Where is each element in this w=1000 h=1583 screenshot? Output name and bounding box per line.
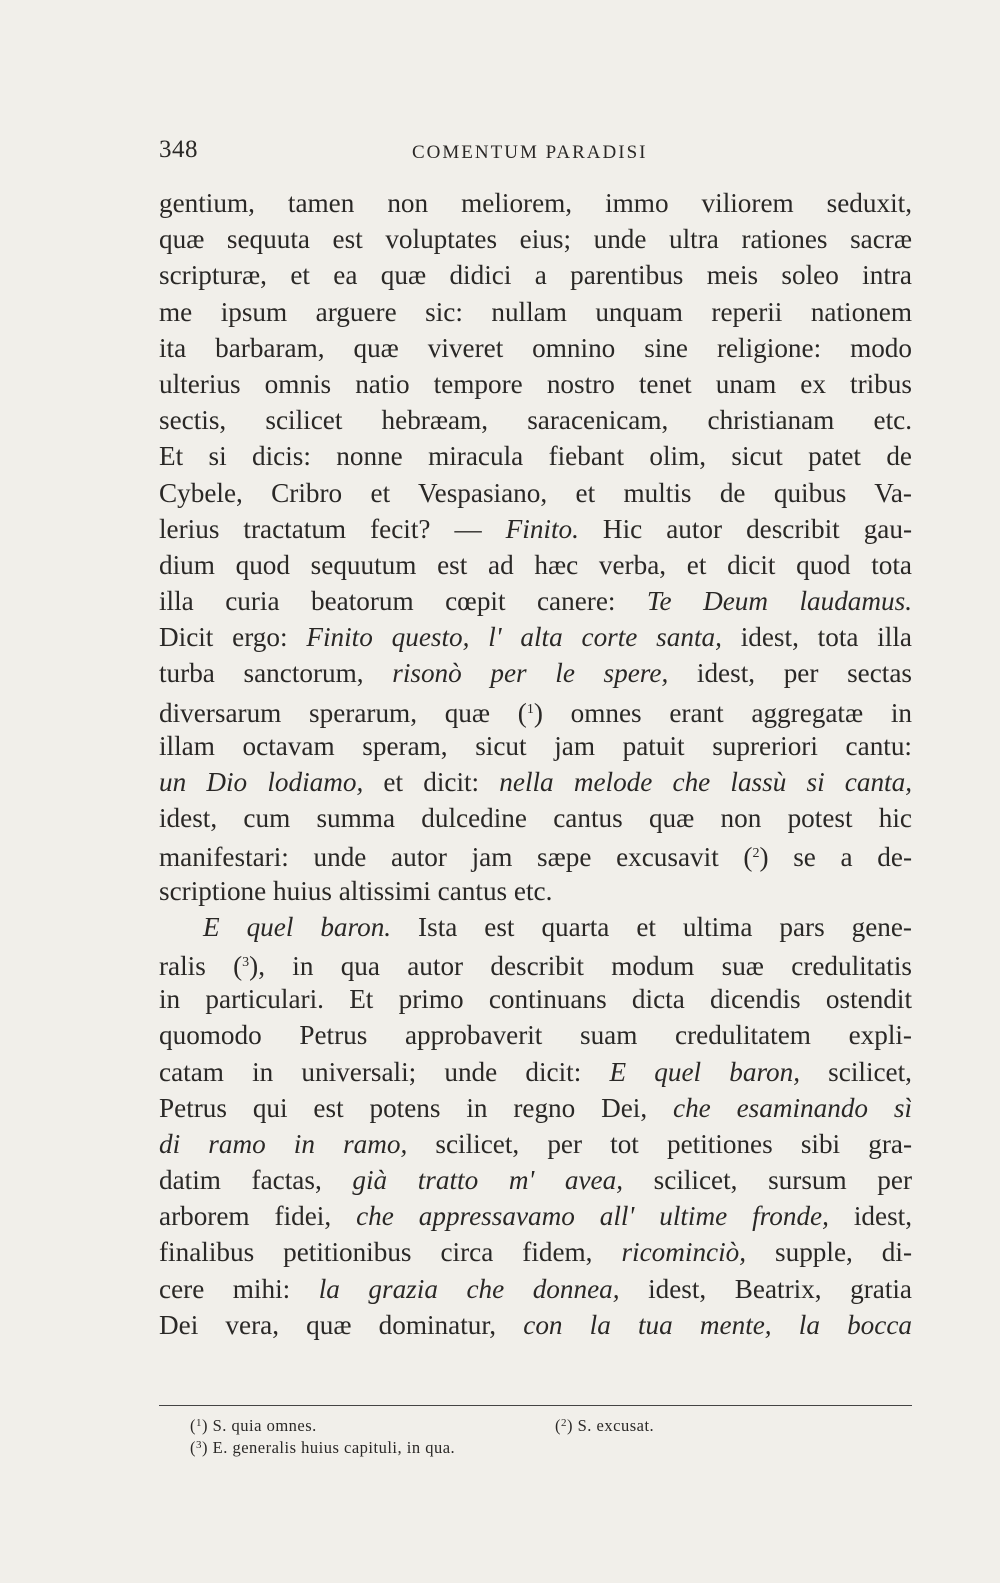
text-run: ralis ( xyxy=(159,950,243,981)
italic-text-run: Finito. xyxy=(505,513,579,544)
text-line xyxy=(159,1090,912,1126)
text-line xyxy=(159,185,912,221)
text-line xyxy=(159,764,912,800)
text-run: scriptione huius altissimi cantus etc. xyxy=(159,875,553,906)
footnote-ref: 2 xyxy=(752,846,760,862)
text-run: idest, per sectas xyxy=(668,658,912,689)
text-run: manifestari: unde autor jam sæpe excusavit ( xyxy=(159,842,753,873)
text-run: dium quod sequutum est ad hæc verba, et dicit quod tota xyxy=(159,549,912,580)
text-run: quomodo Petrus approbaverit suam credulitatem expli- xyxy=(159,1020,912,1051)
text-run: S. quia omnes. xyxy=(212,1416,317,1435)
text-run: ita barbaram, quæ viveret omnino sine religione: modo xyxy=(159,332,912,363)
text-line xyxy=(159,945,912,981)
text-line xyxy=(159,981,912,1017)
text-run: lerius tractatum fecit? — xyxy=(159,513,506,544)
italic-text-run: nella melode che lassù si canta, xyxy=(499,767,912,797)
text-line xyxy=(159,402,912,438)
footnotes xyxy=(190,1412,890,1456)
footnote-divider xyxy=(159,1405,912,1406)
text-line xyxy=(159,475,912,511)
footnote-row xyxy=(190,1412,890,1434)
text-run: in particulari. Et primo continuans dicta dicendis ostendit xyxy=(159,984,912,1015)
page-header xyxy=(159,136,912,176)
footnote-ref: 3 xyxy=(242,954,250,970)
text-run: catam in universali; unde dicit: xyxy=(159,1056,610,1087)
italic-text-run: E quel baron. xyxy=(203,911,392,942)
text-run: 3 xyxy=(196,1439,202,1451)
text-run: arborem fidei, xyxy=(159,1201,357,1232)
text-run: scripturæ, et ea quæ didici a parentibus meis soleo intra xyxy=(159,260,912,291)
text-run: idest, tota illa xyxy=(721,622,912,653)
footnote-row xyxy=(190,1434,890,1456)
text-line xyxy=(159,873,912,909)
text-line xyxy=(159,583,912,619)
text-line xyxy=(159,511,912,547)
footnote-ref: 1 xyxy=(526,701,534,717)
footnote-3: ($^3$) E. generalis huius capituli, in qua. xyxy=(190,1438,456,1457)
text-run: gentium, tamen non meliorem, immo viliorem seduxit, xyxy=(159,188,912,218)
text-run: 2 xyxy=(561,1417,567,1429)
italic-text-run: risonò per le spere, xyxy=(392,658,669,689)
text-run: ), in qua autor describit modum suæ credulitatis xyxy=(249,950,912,981)
text-line xyxy=(159,800,912,836)
text-run: et dicit: xyxy=(363,767,500,797)
text-line xyxy=(159,257,912,293)
footnote-2: ($^2$) S. excusat. xyxy=(555,1416,655,1435)
text-run: me ipsum arguere sic: nullam unquam reperii nationem xyxy=(159,296,912,327)
text-line xyxy=(159,1271,912,1307)
text-run: S. excusat. xyxy=(577,1416,655,1435)
page-number: 348 xyxy=(159,136,198,163)
text-line xyxy=(159,655,912,691)
text-run: scilicet, sursum per xyxy=(623,1165,912,1196)
text-line xyxy=(159,1162,912,1198)
text-run: quæ sequuta est voluptates eius; unde ultra rationes sacræ xyxy=(159,224,912,255)
text-line xyxy=(159,728,912,764)
footnote-1: ($^1$) S. quia omnes. xyxy=(190,1416,317,1435)
text-run: Petrus qui est potens in regno Dei, xyxy=(159,1092,674,1123)
text-run: scilicet, per tot petitiones sibi gra- xyxy=(407,1128,912,1159)
text-run: Dicit ergo: xyxy=(159,622,307,653)
text-line xyxy=(159,692,912,728)
text-run: Ista est quarta et ultima pars gene- xyxy=(391,911,912,942)
text-run: illam octavam speram, sicut jam patuit supreriori cantu: xyxy=(159,730,912,761)
italic-text-run: già tratto m' avea, xyxy=(352,1165,624,1196)
italic-text-run: la grazia che donnea, xyxy=(318,1273,620,1304)
text-run: turba sanctorum, xyxy=(159,658,393,689)
text-line xyxy=(159,366,912,402)
italic-text-run: di ramo in ramo, xyxy=(159,1128,408,1159)
italic-text-run: con la tua mente, la bocca xyxy=(523,1309,912,1340)
text-line xyxy=(159,221,912,257)
text-line xyxy=(159,438,912,474)
text-line xyxy=(159,1054,912,1090)
italic-text-run: Finito questo, l' alta corte santa, xyxy=(306,622,722,653)
text-line xyxy=(159,1017,912,1053)
text-run: idest, xyxy=(828,1201,912,1232)
text-line xyxy=(159,836,912,872)
text-run: ulterius omnis natio tempore nostro tenet unam ex tribus xyxy=(159,368,912,399)
text-run: illa curia beatorum cœpit canere: xyxy=(159,586,647,617)
text-run: 1 xyxy=(196,1417,202,1429)
italic-text-run: Te Deum laudamus. xyxy=(646,586,912,617)
text-run: finalibus petitionibus circa fidem, xyxy=(159,1237,622,1268)
text-run: ) omnes erant aggregatæ in xyxy=(533,697,912,728)
text-run: sectis, scilicet hebræam, saracenicam, christianam etc. xyxy=(159,405,912,436)
text-run: Cybele, Cribro et Vespasiano, et multis de quibus Va- xyxy=(159,477,912,508)
text-line xyxy=(159,1234,912,1270)
text-run: idest, Beatrix, gratia xyxy=(619,1273,912,1304)
text-run: ) se a de- xyxy=(759,842,912,873)
text-run: Et si dicis: nonne miracula fiebant olim, sicut patet de xyxy=(159,441,912,472)
italic-text-run: che appressavamo all' ultime fronde, xyxy=(356,1201,829,1232)
italic-text-run: ricominciò, xyxy=(621,1237,747,1268)
text-line xyxy=(159,1307,912,1343)
body-text xyxy=(159,185,912,1343)
running-title: COMENTUM PARADISI xyxy=(412,142,648,163)
text-run: idest, cum summa dulcedine cantus quæ non potest hic xyxy=(159,803,912,834)
text-run: scilicet, xyxy=(800,1056,912,1087)
text-line xyxy=(159,294,912,330)
text-line xyxy=(159,1126,912,1162)
text-run: datim factas, xyxy=(159,1165,353,1196)
text-run: supple, di- xyxy=(746,1237,912,1268)
text-line xyxy=(159,547,912,583)
italic-text-run: E quel baron, xyxy=(609,1056,800,1087)
text-line xyxy=(159,330,912,366)
text-line xyxy=(159,1198,912,1234)
italic-text-run: che esaminando sì xyxy=(673,1092,912,1123)
text-run: cere mihi: xyxy=(159,1273,319,1304)
text-run: diversarum sperarum, quæ ( xyxy=(159,697,527,728)
text-run: Dei vera, quæ dominatur, xyxy=(159,1309,524,1340)
text-run: Hic autor describit gau- xyxy=(578,513,912,544)
italic-text-run: un Dio lodiamo, xyxy=(159,767,364,797)
text-line xyxy=(159,619,912,655)
text-line xyxy=(159,909,912,945)
text-run: E. generalis huius capituli, in qua. xyxy=(212,1438,456,1457)
